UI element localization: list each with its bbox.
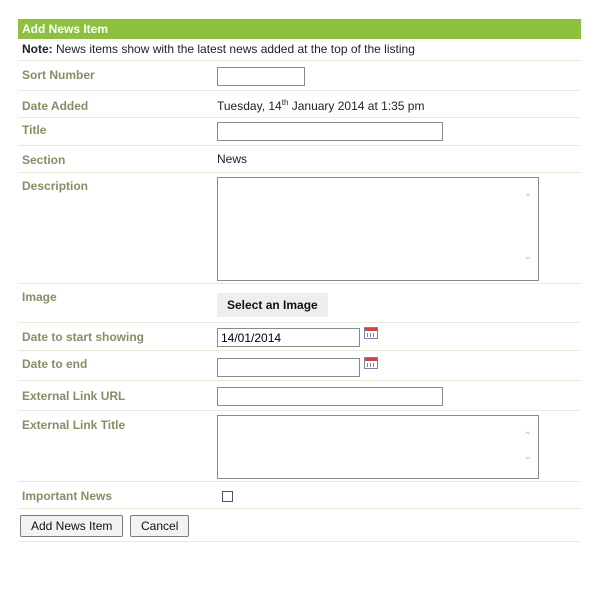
external-link-url-label: External Link URL <box>22 389 126 403</box>
row-section <box>18 146 581 173</box>
description-textarea[interactable] <box>217 177 539 281</box>
sort-number-input[interactable] <box>217 67 305 86</box>
row-description <box>18 173 581 284</box>
calendar-icon[interactable] <box>364 327 378 339</box>
row-important-news <box>18 482 581 509</box>
external-link-title-label: External Link Title <box>22 418 126 432</box>
external-link-title-textarea[interactable] <box>217 415 539 479</box>
row-sort-number <box>18 61 581 91</box>
note-text: News items show with the latest news added at the top of the listing <box>52 42 415 56</box>
row-external-link-url <box>18 381 581 411</box>
description-label: Description <box>22 179 89 193</box>
cancel-button[interactable]: Cancel <box>130 515 189 537</box>
chevron-up-icon[interactable]: ⌃ <box>523 431 532 442</box>
important-news-label: Important News <box>22 489 113 503</box>
image-label: Image <box>22 290 57 304</box>
add-news-item-button[interactable]: Add News Item <box>20 515 123 537</box>
section-value: News <box>217 152 248 166</box>
row-title <box>18 118 581 146</box>
chevron-down-icon[interactable]: ⌄ <box>523 251 532 262</box>
date-added-value: Tuesday, 14th January 2014 at 1:35 pm <box>217 98 425 113</box>
calendar-icon[interactable] <box>364 357 378 369</box>
row-date-end <box>18 351 581 381</box>
date-added-label: Date Added <box>22 99 89 113</box>
date-end-label: Date to end <box>22 357 88 371</box>
date-end-input[interactable] <box>217 358 360 377</box>
date-start-label: Date to start showing <box>22 330 145 344</box>
row-image <box>18 284 581 323</box>
select-image-button[interactable]: Select an Image <box>217 293 328 317</box>
external-link-url-input[interactable] <box>217 387 443 406</box>
form-actions <box>18 509 581 542</box>
title-input[interactable] <box>217 122 443 141</box>
row-date-start <box>18 323 581 351</box>
chevron-up-icon[interactable]: ⌃ <box>523 193 532 204</box>
title-label: Title <box>22 123 47 137</box>
form-title: Add News Item <box>18 19 581 39</box>
row-date-added <box>18 91 581 118</box>
date-start-input[interactable] <box>217 328 360 347</box>
add-news-form <box>18 19 581 542</box>
form-note <box>18 39 581 61</box>
important-news-checkbox[interactable] <box>222 491 233 502</box>
section-label: Section <box>22 153 66 167</box>
sort-number-label: Sort Number <box>22 68 95 82</box>
chevron-down-icon[interactable]: ⌄ <box>523 451 532 462</box>
row-external-link-title <box>18 411 581 482</box>
note-prefix: Note: <box>22 42 53 56</box>
